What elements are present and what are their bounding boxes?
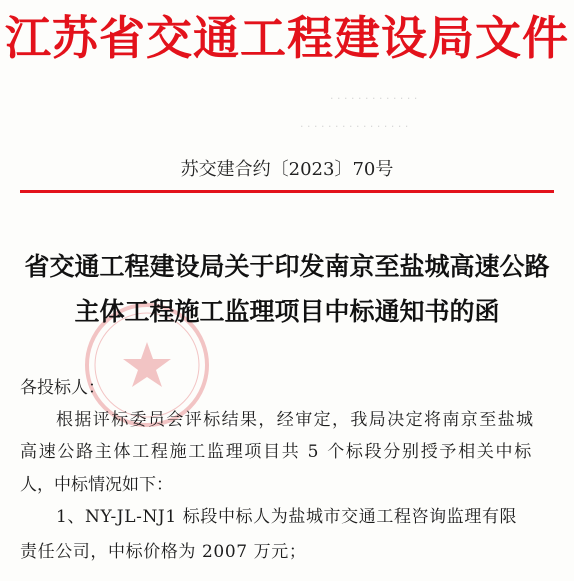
paragraph-1-line-1: 根据评标委员会评标结果，经审定，我局决定将南京至盐城 bbox=[56, 410, 535, 430]
paragraph-2-line-2: 责任公司，中标价格为 2007 万元； bbox=[20, 542, 307, 562]
bleed-through-text: · · · · · · · · · · · · · bbox=[330, 92, 418, 105]
paragraph-1-line-3: 人，中标情况如下： bbox=[20, 475, 173, 495]
document-header-title: 江苏省交通工程建设局文件 bbox=[5, 11, 569, 65]
salutation: 各投标人： bbox=[20, 378, 105, 398]
document-number: 苏交建合约〔2023〕70号 bbox=[180, 159, 394, 180]
paragraph-1-line-2: 高速公路主体工程施工监理项目共 5 个标段分别授予相关中标 bbox=[20, 442, 533, 462]
header-divider bbox=[20, 190, 554, 193]
document-title-line-2: 主体工程施工监理项目中标通知书的函 bbox=[74, 297, 500, 326]
bleed-through-text: · · · · · · · · · · · · · · · · bbox=[300, 120, 409, 133]
document-title-line-1: 省交通工程建设局关于印发南京至盐城高速公路 bbox=[24, 252, 550, 281]
paragraph-2-line-1: 1、NY-JL-NJ1 标段中标人为盐城市交通工程咨询监理有限 bbox=[56, 507, 518, 527]
